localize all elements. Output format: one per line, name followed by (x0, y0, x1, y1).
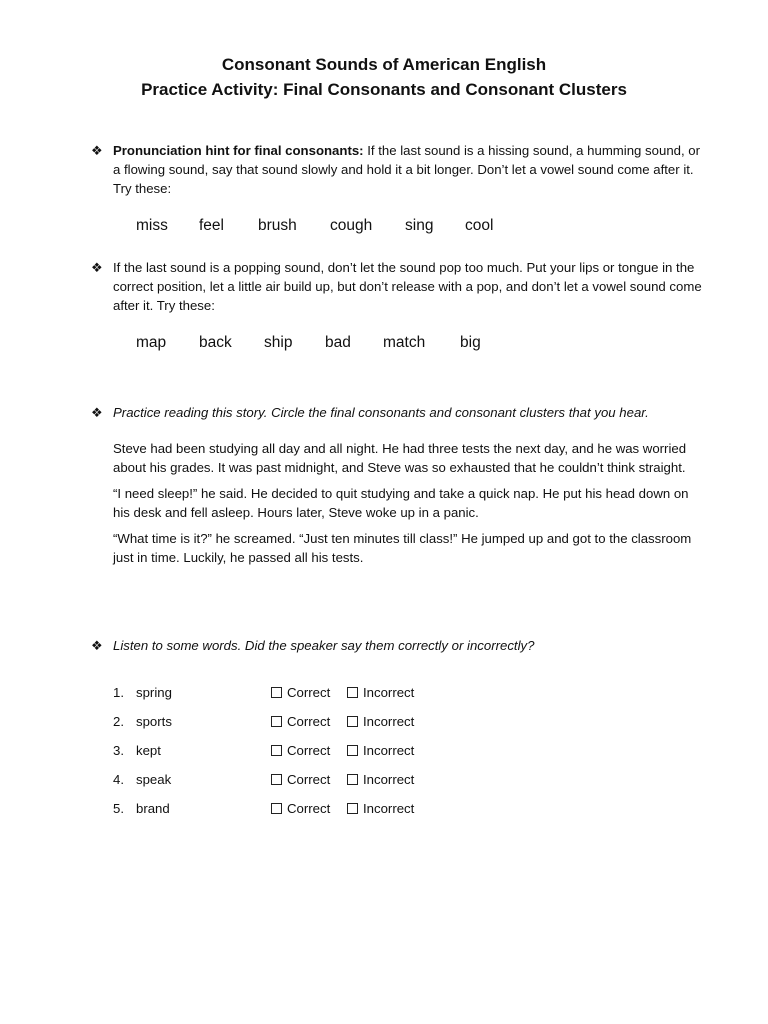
item-number: 1. (113, 685, 124, 700)
correct-label: Correct (287, 685, 331, 700)
section1-bold-lead: Pronunciation hint for final consonants: (113, 143, 364, 158)
practice-word: brush (258, 217, 297, 234)
section1-hint (113, 141, 703, 198)
correct-option[interactable] (271, 799, 330, 819)
list-item (113, 770, 673, 790)
practice-word: match (383, 334, 426, 351)
practice-word: map (136, 334, 167, 351)
correct-label: Correct (287, 772, 331, 787)
checkbox-correct[interactable] (271, 687, 282, 698)
practice-word: feel (199, 217, 224, 234)
story-paragraph: “I need sleep!” he said. He decided to quit studying and take a quick nap. He put his head down on his desk and fell asleep. Hours later, Steve woke up in a panic. (113, 486, 689, 520)
item-number: 5. (113, 801, 124, 816)
practice-word: sing (405, 217, 434, 234)
correct-label: Correct (287, 714, 331, 729)
checkbox-incorrect[interactable] (347, 774, 358, 785)
checkbox-correct[interactable] (271, 774, 282, 785)
list-item (113, 799, 673, 819)
section2-text: If the last sound is a popping sound, don’t let the sound pop too much. Put your lips or tongue in the correct position, let a little air build up, but don’t release with a pop, and don’t let a vowel sound come after it. Try these: (113, 260, 702, 313)
section4-instruction: Listen to some words. Did the speaker say them correctly or incorrectly? (113, 638, 535, 653)
incorrect-label: Incorrect (363, 772, 415, 787)
checkbox-correct[interactable] (271, 745, 282, 756)
bullet-diamond-icon: ❖ (91, 638, 103, 653)
bullet-diamond-icon: ❖ (91, 143, 103, 158)
list-item (113, 741, 673, 761)
incorrect-label: Incorrect (363, 714, 415, 729)
checkbox-incorrect[interactable] (347, 716, 358, 727)
story-paragraph: “What time is it?” he screamed. “Just ten minutes till class!” He jumped up and got to the classroom just in time. Luckily, he passed all his tests. (113, 531, 692, 565)
correct-option[interactable] (271, 683, 330, 703)
bullet-diamond-icon: ❖ (91, 405, 103, 420)
item-word: sports (136, 714, 172, 729)
item-word: kept (136, 743, 161, 758)
list-item (113, 712, 673, 732)
item-number: 3. (113, 743, 124, 758)
story-paragraph: Steve had been studying all day and all night. He had three tests the next day, and he was worried about his grades. It was past midnight, and Steve was so exhausted that he couldn’t think straight. (113, 441, 687, 475)
section3-instruction: Practice reading this story. Circle the final consonants and consonant clusters that you hear. (113, 405, 649, 420)
item-number: 4. (113, 772, 124, 787)
incorrect-option[interactable] (347, 741, 414, 761)
checkbox-incorrect[interactable] (347, 803, 358, 814)
incorrect-label: Incorrect (363, 685, 415, 700)
item-word: brand (136, 801, 170, 816)
practice-word: cool (465, 217, 494, 234)
checkbox-incorrect[interactable] (347, 745, 358, 756)
incorrect-option[interactable] (347, 712, 414, 732)
practice-word: miss (136, 217, 168, 234)
checkbox-correct[interactable] (271, 716, 282, 727)
practice-word: ship (264, 334, 293, 351)
section1-text: If the last sound is a hissing sound, a humming sound, or a flowing sound, say that sound slowly and hold it a bit longer. Don’t let a vowel sound come after it. Try these: (113, 143, 701, 196)
checkbox-correct[interactable] (271, 803, 282, 814)
section2-hint (113, 258, 703, 315)
item-number: 2. (113, 714, 124, 729)
practice-word: cough (330, 217, 373, 234)
story-text (113, 439, 703, 574)
practice-word: big (460, 334, 481, 351)
page-title: Consonant Sounds of American English (221, 55, 547, 74)
checkbox-incorrect[interactable] (347, 687, 358, 698)
incorrect-option[interactable] (347, 799, 414, 819)
incorrect-option[interactable] (347, 770, 414, 790)
list-item (113, 683, 673, 703)
practice-word: back (199, 334, 232, 351)
correct-option[interactable] (271, 770, 330, 790)
correct-option[interactable] (271, 741, 330, 761)
incorrect-label: Incorrect (363, 743, 415, 758)
correct-label: Correct (287, 801, 331, 816)
item-word: spring (136, 685, 172, 700)
item-word: speak (136, 772, 172, 787)
incorrect-label: Incorrect (363, 801, 415, 816)
incorrect-option[interactable] (347, 683, 414, 703)
page-subtitle: Practice Activity: Final Consonants and Consonant Clusters (141, 80, 627, 99)
correct-option[interactable] (271, 712, 330, 732)
bullet-diamond-icon: ❖ (91, 260, 103, 275)
correct-label: Correct (287, 743, 331, 758)
practice-word: bad (325, 334, 351, 351)
